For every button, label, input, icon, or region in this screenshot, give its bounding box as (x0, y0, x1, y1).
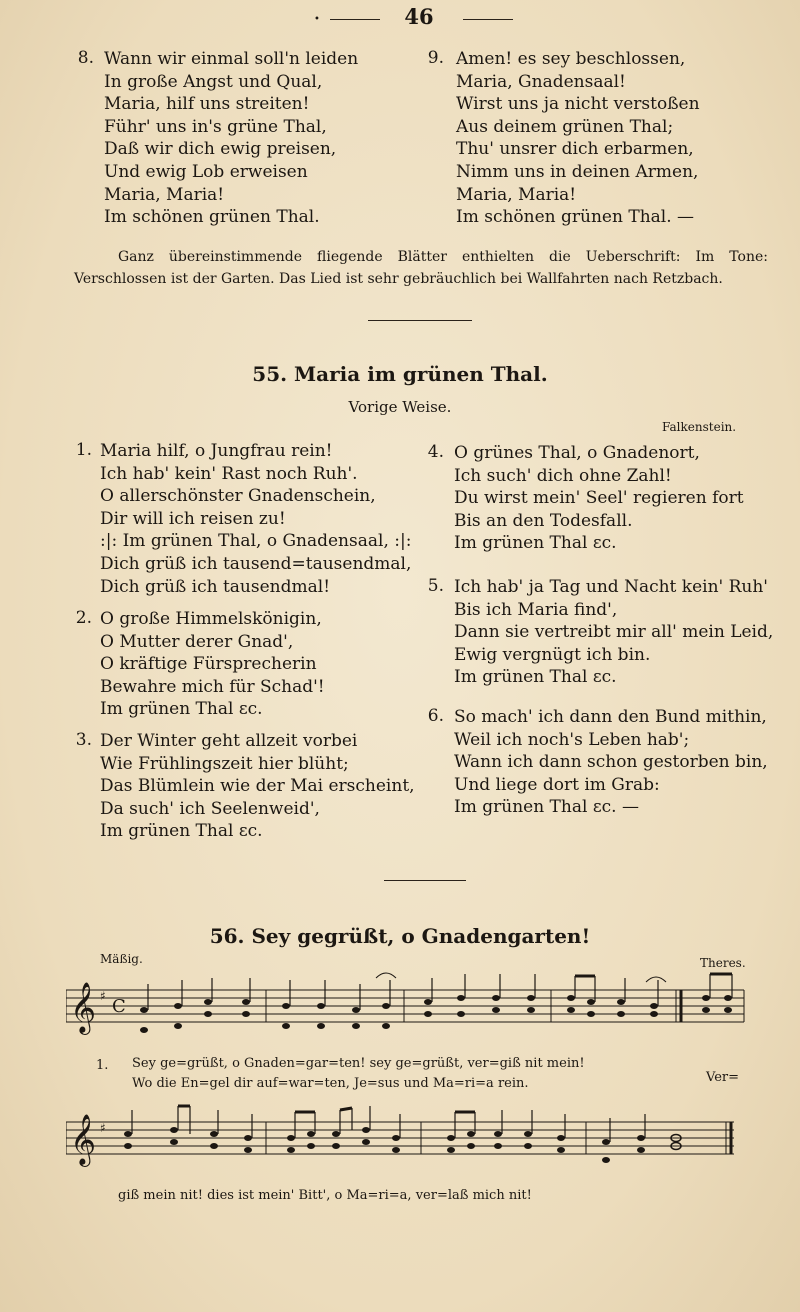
lyrics-pickup: Ver= (706, 1070, 739, 1085)
verse-line: :|: Im grünen Thal, o Gnadensaal, :|: (100, 531, 412, 552)
verse-line: Und liege dort im Grab: (454, 774, 660, 795)
verse-line: Maria, Maria! (456, 184, 577, 205)
verse-line: In große Angst und Qual, (104, 71, 323, 92)
stanza-number: 1. (75, 440, 92, 460)
stanza-number: 3. (75, 730, 92, 750)
verse-line: Dich grüß ich tausendmal! (100, 576, 331, 597)
lyrics-line: Sey ge=grüßt, o Gnaden=gar=ten! sey ge=grüßt, ver=giß nit mein! (132, 1056, 585, 1071)
verse-line: Dich grüß ich tausend=tausendmal, (100, 553, 412, 574)
header-rule-right (463, 19, 513, 20)
verse-line: Nimm uns in deinen Armen, (456, 161, 699, 182)
verse-line: O allerschönster Gnadenschein, (100, 486, 376, 507)
page-number: 46 (404, 4, 434, 29)
verse-line: Maria, Gnadensaal! (456, 71, 626, 92)
editorial-note: Ganz übereinstimmende fliegende Blätter enthielten die Ueberschrift: Im Tone: Verschlossen ist der Garten. Das Lied ist sehr gebräuchlich bei Wallfahrten nach Retzbach. (74, 249, 768, 287)
verse-line: O grünes Thal, o Gnadenort, (454, 443, 700, 463)
svg-text:C: C (112, 996, 126, 1017)
verse-number: 1. (96, 1058, 109, 1073)
verse-line: Ich hab' ja Tag und Nacht kein' Ruh' (454, 577, 768, 597)
stanza-6 (454, 706, 768, 819)
verse-line: Ich hab' kein' Rast noch Ruh'. (100, 463, 358, 484)
verse-line: Maria, Maria! (104, 184, 225, 205)
verse-line: Bis an den Todesfall. (454, 510, 633, 531)
stanza-number: 5. (427, 576, 444, 596)
header-rule-left (330, 19, 380, 20)
verse-line: Maria hilf, o Jungfrau rein! (100, 441, 333, 461)
verse-line: Das Blümlein wie der Mai erscheint, (100, 776, 415, 797)
verse-line: Maria, hilf uns streiten! (104, 94, 310, 115)
verse-line: O große Himmelskönigin, (100, 609, 322, 629)
verse-line: Thu' unsrer dich erbarmen, (456, 139, 694, 160)
svg-text:♯: ♯ (100, 1121, 106, 1135)
stanza-number: 4. (427, 442, 444, 462)
verse-line: Amen! es sey beschlossen, (456, 49, 686, 69)
tempo-marking: Mäßig. (100, 952, 143, 966)
verse-line: O Mutter derer Gnad', (100, 631, 294, 652)
stanza-number: 6. (427, 706, 444, 726)
verse-line: Ich such' dich ohne Zahl! (454, 465, 672, 486)
verse-line: Wann wir einmal soll'n leiden (104, 49, 359, 69)
lyrics-line: giß mein nit! dies ist mein' Bitt', o Ma=ri=a, ver=laß mich nit! (118, 1188, 532, 1203)
stanza-number: 9. (427, 48, 444, 68)
verse-line: Im schönen grünen Thal. (104, 207, 320, 228)
stanza-9 (456, 48, 700, 229)
verse-line: Daß wir dich ewig preisen, (104, 139, 337, 160)
lyrics-line: Wo die En=gel dir auf=war=ten, Je=sus und Ma=ri=a rein. (132, 1076, 529, 1091)
song-title: 55. Maria im grünen Thal. (252, 362, 548, 386)
stanza-number: 2. (75, 608, 92, 628)
verse-line: Weil ich noch's Leben hab'; (454, 729, 690, 750)
header-dot: • (314, 14, 320, 25)
verse-line: Im grünen Thal ɛc. (454, 667, 617, 688)
svg-text:♯: ♯ (100, 989, 106, 1003)
verse-line: Da such' ich Seelenweid', (100, 798, 320, 819)
verse-line: Im grünen Thal ɛc. (100, 821, 263, 842)
verse-line: Und ewig Lob erweisen (104, 161, 308, 182)
verse-line: Dir will ich reisen zu! (100, 508, 286, 529)
verse-line: So mach' ich dann den Bund mithin, (454, 707, 767, 727)
section-divider (384, 880, 466, 881)
music-staff-2 (66, 1100, 756, 1190)
verse-line: Der Winter geht allzeit vorbei (100, 731, 358, 751)
verse-line: Im grünen Thal ɛc. (454, 533, 617, 554)
verse-line: Im grünen Thal ɛc. (100, 699, 263, 720)
stanza-4 (454, 442, 744, 555)
stanza-1 (100, 440, 411, 598)
verse-line: Im grünen Thal ɛc. — (454, 797, 639, 818)
stanza-2 (100, 608, 325, 721)
stanza-5 (454, 576, 773, 689)
stanza-3 (100, 730, 415, 843)
verse-line: Wann ich dann schon gestorben bin, (454, 752, 768, 773)
source-attribution: Theres. (700, 956, 746, 970)
section-divider (368, 320, 472, 321)
tune-note: Vorige Weise. (348, 398, 452, 416)
verse-line: Führ' uns in's grüne Thal, (104, 116, 327, 137)
verse-line: Bis ich Maria find', (454, 599, 618, 620)
verse-line: O kräftige Fürsprecherin (100, 654, 317, 675)
verse-line: Du wirst mein' Seel' regieren fort (454, 488, 744, 509)
verse-line: Aus deinem grünen Thal; (456, 116, 674, 137)
stanza-8 (104, 48, 358, 229)
svg-text:𝄞: 𝄞 (70, 982, 97, 1033)
stanza-number: 8. (77, 48, 94, 68)
verse-line: Im schönen grünen Thal. — (456, 207, 695, 228)
verse-line: Ewig vergnügt ich bin. (454, 644, 651, 665)
verse-line: Wie Frühlingszeit hier blüht; (100, 753, 349, 774)
svg-text:𝄞: 𝄞 (70, 1114, 97, 1165)
verse-line: Bewahre mich für Schad'! (100, 676, 325, 697)
music-staff-1 (66, 970, 756, 1060)
verse-line: Dann sie vertreibt mir all' mein Leid, (454, 622, 774, 643)
verse-line: Wirst uns ja nicht verstoßen (456, 94, 700, 115)
source-attribution: Falkenstein. (662, 420, 737, 434)
song-title: 56. Sey gegrüßt, o Gnadengarten! (209, 924, 591, 948)
